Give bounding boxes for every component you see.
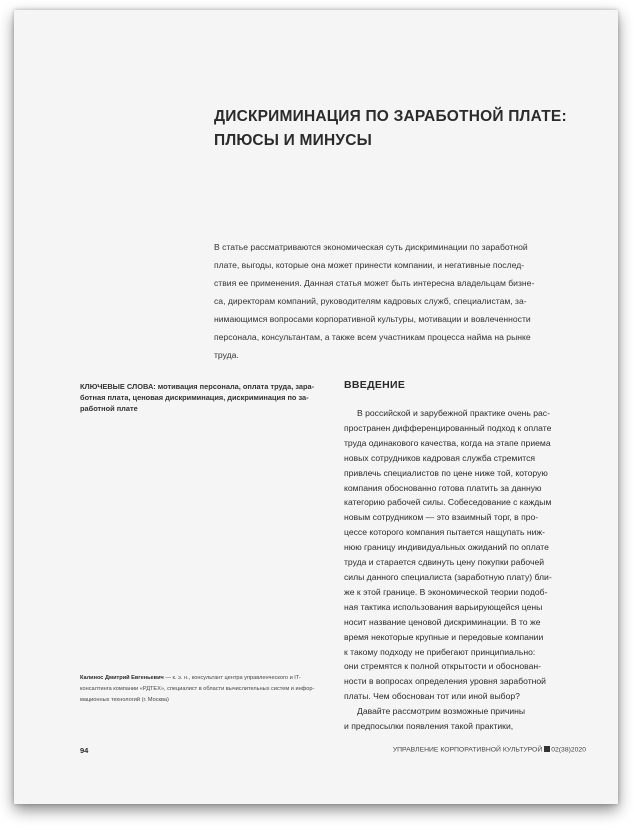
body-line: же к этой границе. В экономической теории подоб- bbox=[344, 586, 548, 597]
abstract-line: персонала, консультантам, а также всем участникам процесса найма на рынке bbox=[214, 332, 531, 342]
keywords-block bbox=[80, 381, 330, 414]
page-number: 94 bbox=[80, 746, 89, 755]
author-line bbox=[80, 673, 330, 684]
document-page bbox=[14, 10, 618, 804]
square-bullet-icon bbox=[544, 746, 550, 752]
issue-number: 02(38)2020 bbox=[551, 746, 586, 754]
section-heading-introduction: ВВЕДЕНИЕ bbox=[344, 379, 406, 391]
author-info bbox=[80, 673, 330, 706]
body-line: компания обоснованно готова платить за данную bbox=[344, 482, 542, 493]
body-line: время некоторые крупные и передовые компании bbox=[344, 631, 544, 642]
author-name: Калинос Дмитрий Евгеньевич bbox=[80, 675, 164, 681]
abstract-line: са, директорам компаний, руководителям кадровых служб, специалистам, за- bbox=[214, 296, 527, 306]
title-line: ДИСКРИМИНАЦИЯ ПО ЗАРАБОТНОЙ ПЛАТЕ: bbox=[214, 108, 567, 125]
body-line: нюю границу индивидуальных ожиданий по оплате bbox=[344, 542, 549, 553]
abstract-line: В статье рассматриваются экономическая суть дискриминации по заработной bbox=[214, 242, 528, 252]
introduction-body bbox=[344, 406, 606, 734]
body-line: носит название ценовой дискриминации. В то же bbox=[344, 616, 541, 627]
body-line: и предпосылки появления такой практики, bbox=[344, 721, 514, 732]
body-line: Давайте рассмотрим возможные причины bbox=[357, 706, 526, 717]
keywords-line: работной плате bbox=[80, 404, 138, 413]
body-line: труда одинакового качества, когда на этапе приема bbox=[344, 437, 551, 448]
body-line: платы. Чем обоснован тот или иной выбор? bbox=[344, 691, 520, 702]
running-footer bbox=[393, 746, 586, 754]
keywords-line: ботная плата, ценовая дискриминация, дискриминация по за- bbox=[80, 393, 309, 402]
body-line: пространен дифференцированный подход к оплате bbox=[344, 422, 552, 433]
body-line: силы данного специалиста (заработную плату) бли- bbox=[344, 571, 552, 582]
body-line: ности в вопросах определения уровня заработной bbox=[344, 676, 546, 687]
author-line: консалтинга компании «РДТЕХ», специалист в области вычислительных систем и инфор- bbox=[80, 686, 315, 692]
author-credentials: — к. э. н., консультант центра управленческого и IT- bbox=[163, 675, 301, 681]
body-line: труда и старается сдвинуть цену покупки рабочей bbox=[344, 557, 545, 568]
title-line: ПЛЮСЫ И МИНУСЫ bbox=[214, 132, 372, 149]
article-abstract bbox=[214, 238, 602, 364]
body-line: новых сотрудников кадровая служба стремится bbox=[344, 452, 536, 463]
body-line: ная тактика использования варьирующейся цены bbox=[344, 601, 543, 612]
body-line: категорию рабочей силы. Собеседование с каждым bbox=[344, 497, 552, 508]
body-line: цессе которого компания пытается нащупать ниж- bbox=[344, 527, 545, 538]
body-line: привлечь специалистов по цене ниже той, которую bbox=[344, 467, 548, 478]
article-title bbox=[214, 105, 604, 153]
body-line: В российской и зарубежной практике очень рас- bbox=[357, 408, 550, 418]
journal-name: УПРАВЛЕНИЕ КОРПОРАТИВНОЙ КУЛЬТУРОЙ bbox=[392, 746, 543, 754]
abstract-line: плате, выгоды, которые она может принести компании, и негативные послед- bbox=[214, 260, 525, 270]
body-line: новым сотрудником — это взаимный торг, в про- bbox=[344, 512, 539, 523]
abstract-line: труда. bbox=[214, 350, 239, 360]
keywords-line: КЛЮЧЕВЫЕ СЛОВА: мотивация персонала, оплата труда, зара- bbox=[80, 382, 315, 391]
abstract-line: ствия ее применения. Данная статья может быть интересна владельцам бизне- bbox=[214, 278, 535, 288]
body-line: к такому подходу не прибегают принципиально: bbox=[344, 646, 536, 657]
abstract-line: нимающимся вопросами корпоративной культуры, мотивации и вовлеченности bbox=[214, 314, 531, 324]
body-line: они стремятся к полной открытости и обоснован- bbox=[344, 661, 541, 672]
author-line: мационных технологий (г. Москва) bbox=[80, 697, 169, 703]
